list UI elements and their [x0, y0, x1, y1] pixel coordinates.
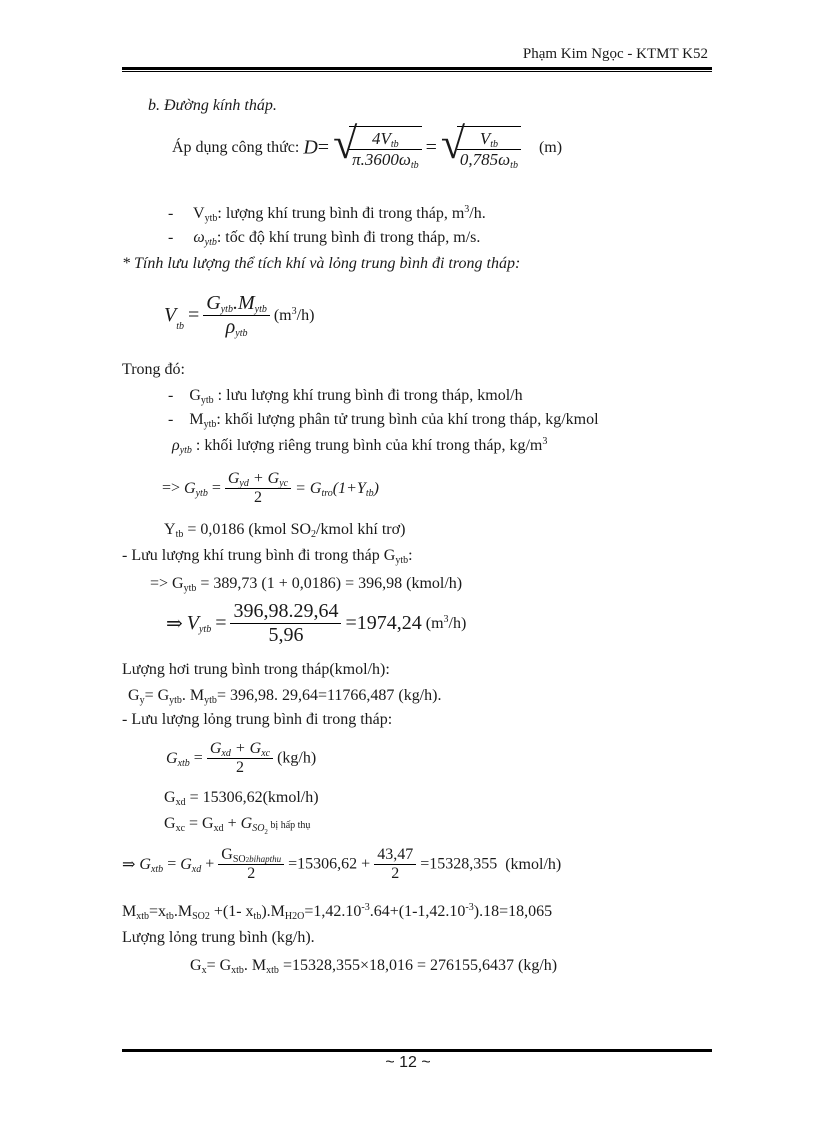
f6-num-sub2: 2	[245, 856, 250, 864]
f6-den: 2	[247, 865, 256, 882]
gytb-formula: => $G_{ytb}$ = $\frac{G_{yd} + G_{yc}}{2}$ = $G_{tro}(1+Y_{tb})$	[162, 470, 379, 506]
f6-mid: =15306,62 +	[288, 855, 371, 873]
vtb-lhs: V	[164, 304, 177, 326]
def-sub: ytb	[179, 445, 192, 456]
def-text: : lượng khí trung bình đi trong tháp, m	[217, 205, 465, 222]
def-mytb	[168, 410, 599, 430]
vtb-num: G	[206, 292, 221, 314]
gxc-text: = G	[185, 815, 214, 832]
dash: -	[168, 229, 174, 246]
gytb-calc-text: => G	[150, 575, 184, 592]
gx-b: = G	[206, 957, 232, 974]
vtb-formula: $V_{tb}$ = $\frac{G_{ytb}.M_{ytb}}{\rho_{ytb}}$ $(m^3/h)$	[164, 292, 315, 339]
vtb-num2: .M	[232, 292, 255, 314]
formula-unit: (m)	[538, 139, 563, 156]
f6-num2: 43,47	[374, 846, 416, 865]
long-heading: - Lưu lượng lỏng trung bình đi trong tháp:	[122, 711, 393, 728]
mx-b-sub: tb	[166, 911, 174, 922]
vytb-lhs-sub: ytb	[198, 624, 212, 635]
ytb-text: = 0,0186 (kmol SO	[183, 521, 312, 538]
gy-c: . M	[181, 687, 205, 704]
mx-g: .64+(1-1,42.10	[369, 903, 466, 920]
num-b: G	[249, 740, 262, 757]
gx-a: G	[190, 957, 202, 974]
sqrt-term-1: √ $\frac{4V_{tb}}{\pi.3600\omega_{tb}}$	[333, 126, 422, 170]
header-rule	[122, 67, 712, 70]
num-b-sub: xc	[261, 748, 271, 759]
mx-f-sup: -3	[361, 902, 370, 913]
gytb-heading-sub: ytb	[395, 555, 409, 566]
mx-a-sub: xtb	[136, 911, 150, 922]
footer-rule	[122, 1049, 712, 1052]
trong-do: Trong đó:	[122, 361, 185, 378]
f6-unit: (kmol/h)	[505, 855, 562, 873]
gxd-text: = 15306,62(kmol/h)	[185, 789, 319, 806]
page-number: ~ 12 ~	[385, 1054, 431, 1071]
f6-lhs: G	[139, 855, 151, 873]
rhs-tail-sub: tb	[365, 487, 374, 499]
header-rule-thin	[122, 71, 712, 72]
ytb-symbol: Y	[164, 521, 176, 538]
gytb-calc	[150, 574, 462, 594]
gxd-symbol: G	[164, 789, 176, 806]
den: 2	[235, 759, 244, 776]
num-b-sub: yc	[279, 478, 289, 489]
ytb-value	[164, 520, 405, 540]
f6-g-sub: xd	[191, 863, 202, 875]
def-sub: ytb	[204, 213, 218, 224]
gxtb-lhs: G	[166, 749, 178, 767]
formula-eq: =	[317, 136, 330, 159]
vtb-unit-sup: 3	[291, 305, 297, 317]
vtb-lhs-sub: tb	[176, 321, 184, 333]
def-sub: ytb	[203, 419, 217, 430]
gxc-line	[164, 814, 310, 836]
plus: +	[234, 740, 246, 757]
rhs-tail: (1+Y	[332, 479, 366, 497]
gy-a-sub: y	[139, 695, 145, 706]
den1: π.3600ω	[352, 150, 411, 169]
mx-e-sub: H2O	[284, 911, 305, 922]
def-text: : tốc độ khí trung bình đi trong tháp, m/s.	[216, 229, 481, 246]
implies-arrow: ⇒	[122, 856, 136, 874]
def-text: : lưu lượng khí trung bình đi trong tháp, kmol/h	[213, 387, 523, 404]
sqrt-term-2: √ $\frac{V_{tb}}{0,785\omega_{tb}}$	[441, 126, 521, 170]
def-sub: ytb	[200, 395, 214, 406]
gxc-g-tail: bị hấp thụ	[267, 820, 311, 831]
gxd-sub: xd	[175, 797, 186, 808]
vtb-num2-sub: ytb	[254, 304, 267, 315]
def-rho	[172, 436, 547, 456]
mx-e: ).M	[261, 903, 285, 920]
gxc-plus: +	[223, 815, 241, 832]
def-sup: 3	[464, 204, 470, 215]
vytb-result: =1974,24	[345, 612, 422, 634]
f6-eq: =	[167, 855, 177, 873]
gxtb-calc-formula	[122, 846, 561, 883]
section-title: b. Đường kính tháp.	[148, 97, 277, 114]
num2-sub: tb	[490, 139, 499, 150]
luong-hoi-heading: Lượng hơi trung bình trong tháp(kmol/h):	[122, 661, 390, 678]
formula-eq-2: =	[425, 136, 437, 159]
rhs-sub: tro	[321, 487, 333, 499]
gytb-lhs: G	[184, 479, 196, 497]
vytb-unit-sup: 3	[443, 613, 449, 625]
vtb-unit-tail: /h)	[296, 306, 315, 324]
gx-a-sub: x	[201, 965, 207, 976]
ytb-tail: /kmol khí trơ)	[316, 521, 406, 538]
page-header: Phạm Kim Ngọc - KTMT K52	[522, 46, 708, 62]
mx-h: ).18=18,065	[473, 903, 553, 920]
vtb-den-sub: ytb	[235, 328, 248, 339]
def-vytb	[168, 204, 486, 224]
mx-g-sup: -3	[465, 902, 474, 913]
gy-b-sub: ytb	[169, 695, 182, 706]
vytb-den: 5,96	[268, 624, 304, 646]
vytb-formula: ⇒ $V_{ytb}$ = $\frac{396,98.29,64}{5,96}$ =1974,24 $(m^3/h)$	[166, 600, 467, 646]
gxtb-lhs-sub: xtb	[177, 757, 190, 769]
gytb-heading-tail: :	[408, 547, 413, 564]
gxc-symbol: G	[164, 815, 176, 832]
gxc-g-sub: SO	[252, 823, 265, 834]
def-omega	[168, 228, 480, 248]
gy-d: = 396,98. 29,64=11766,487 (kg/h).	[216, 687, 442, 704]
gxtb-formula: $G_{xtb}$ = $\frac{G_{xd} + G_{xc}}{2}$ (kg/h)	[166, 740, 317, 776]
formula-lhs: D	[303, 136, 318, 159]
gx-c: . M	[243, 957, 267, 974]
num-a-sub: xd	[221, 748, 231, 759]
f6-num-sub3: bihapthu	[249, 854, 282, 864]
mx-d: +(1- x	[209, 903, 254, 920]
rhs-close: )	[373, 479, 379, 497]
den2: 0,785ω	[459, 150, 511, 169]
plus: +	[252, 470, 264, 487]
gxc-sub: xc	[175, 823, 186, 834]
num-a-sub: yd	[239, 478, 249, 489]
def-sup: 3	[542, 436, 548, 447]
gx-d: =15328,355×18,016 = 276155,6437 (kg/h)	[278, 957, 558, 974]
def-gytb	[168, 386, 523, 406]
formula-label: Áp dụng công thức:	[172, 139, 300, 156]
gx-b-sub: xtb	[231, 965, 244, 976]
vytb-unit-tail: /h)	[448, 614, 467, 632]
den2-sub: tb	[510, 160, 518, 171]
mx-d-sub: tb	[253, 911, 262, 922]
vtb-num-sub: ytb	[220, 304, 233, 315]
dash: -	[168, 411, 174, 428]
num-a: G	[209, 740, 222, 757]
den1-sub: tb	[410, 160, 419, 171]
den: 2	[253, 489, 262, 506]
mx-a: M	[122, 903, 137, 920]
f6-g: G	[180, 855, 192, 873]
f6-result: =15328,355	[420, 855, 498, 873]
diameter-formula	[172, 119, 563, 171]
gy-a: G	[128, 687, 140, 704]
gy-b: = G	[144, 687, 170, 704]
f6-num-sub: SO	[232, 854, 246, 865]
gxtb-unit: (kg/h)	[277, 749, 317, 767]
rhs: G	[309, 479, 322, 497]
def-text: : khối lượng riêng trung bình của khí trong tháp, kg/m	[191, 437, 543, 454]
mx-c-sub: SO2	[192, 911, 210, 922]
num2: V	[479, 129, 491, 148]
vtb-unit: (m	[273, 306, 292, 324]
gx-c-sub: xtb	[266, 965, 279, 976]
def-symbol: ρ	[172, 437, 180, 454]
def-symbol: V	[193, 205, 205, 222]
gx-line	[190, 956, 557, 976]
implies-arrow: ⇒	[166, 613, 183, 635]
ytb-sub: tb	[175, 529, 184, 540]
vtb-den: ρ	[225, 316, 236, 338]
f6-den2: 2	[391, 865, 400, 882]
f6-lhs-sub: xtb	[150, 863, 164, 875]
def-symbol: M	[189, 411, 204, 428]
def-symbol: G	[189, 387, 201, 404]
heading-flow: * Tính lưu lượng thể tích khí và lỏng trung bình đi trong tháp:	[122, 255, 521, 272]
gytb-heading	[122, 546, 413, 566]
implies-arrow: =>	[162, 479, 181, 497]
luong-long-heading: Lượng lỏng trung bình (kg/h).	[122, 929, 315, 946]
num1-sub: tb	[390, 139, 399, 150]
def-sub: ytb	[204, 237, 217, 248]
gxc-g: G	[240, 815, 253, 832]
mx-c: .M	[173, 903, 193, 920]
mxtb-line	[122, 902, 552, 922]
ytb-sub2: 2	[311, 529, 317, 540]
gytb-heading-text: - Lưu lượng khí trung bình đi trong tháp G	[122, 547, 396, 564]
f6-num: G	[221, 846, 233, 863]
num-a: G	[227, 470, 240, 487]
num-b: G	[267, 470, 280, 487]
mx-b: =x	[149, 903, 167, 920]
gy-line	[128, 686, 442, 706]
gytb-calc-tail: = 389,73 (1 + 0,0186) = 396,98 (kmol/h)	[196, 575, 463, 592]
mx-f: =1,42.10	[304, 903, 362, 920]
vytb-lhs: V	[186, 612, 199, 634]
vytb-num: 396,98.29,64	[230, 600, 341, 624]
num1: 4V	[372, 129, 391, 148]
gxd-line	[164, 788, 319, 808]
dash: -	[168, 387, 174, 404]
gy-c-sub: ytb	[204, 695, 217, 706]
def-text: : khối lượng phân tử trung bình của khí trong tháp, kg/kmol	[216, 411, 599, 428]
f6-plus: +	[205, 855, 215, 873]
vytb-unit: (m	[425, 614, 444, 632]
def-symbol: ω	[193, 229, 205, 246]
gxc-sub2: xd	[213, 823, 224, 834]
gytb-calc-sub: ytb	[183, 583, 197, 594]
gxc-g-sub2: 2	[264, 828, 268, 836]
gytb-lhs-sub: ytb	[195, 487, 208, 499]
dash: -	[168, 205, 174, 222]
def-tail: /h.	[469, 205, 486, 222]
